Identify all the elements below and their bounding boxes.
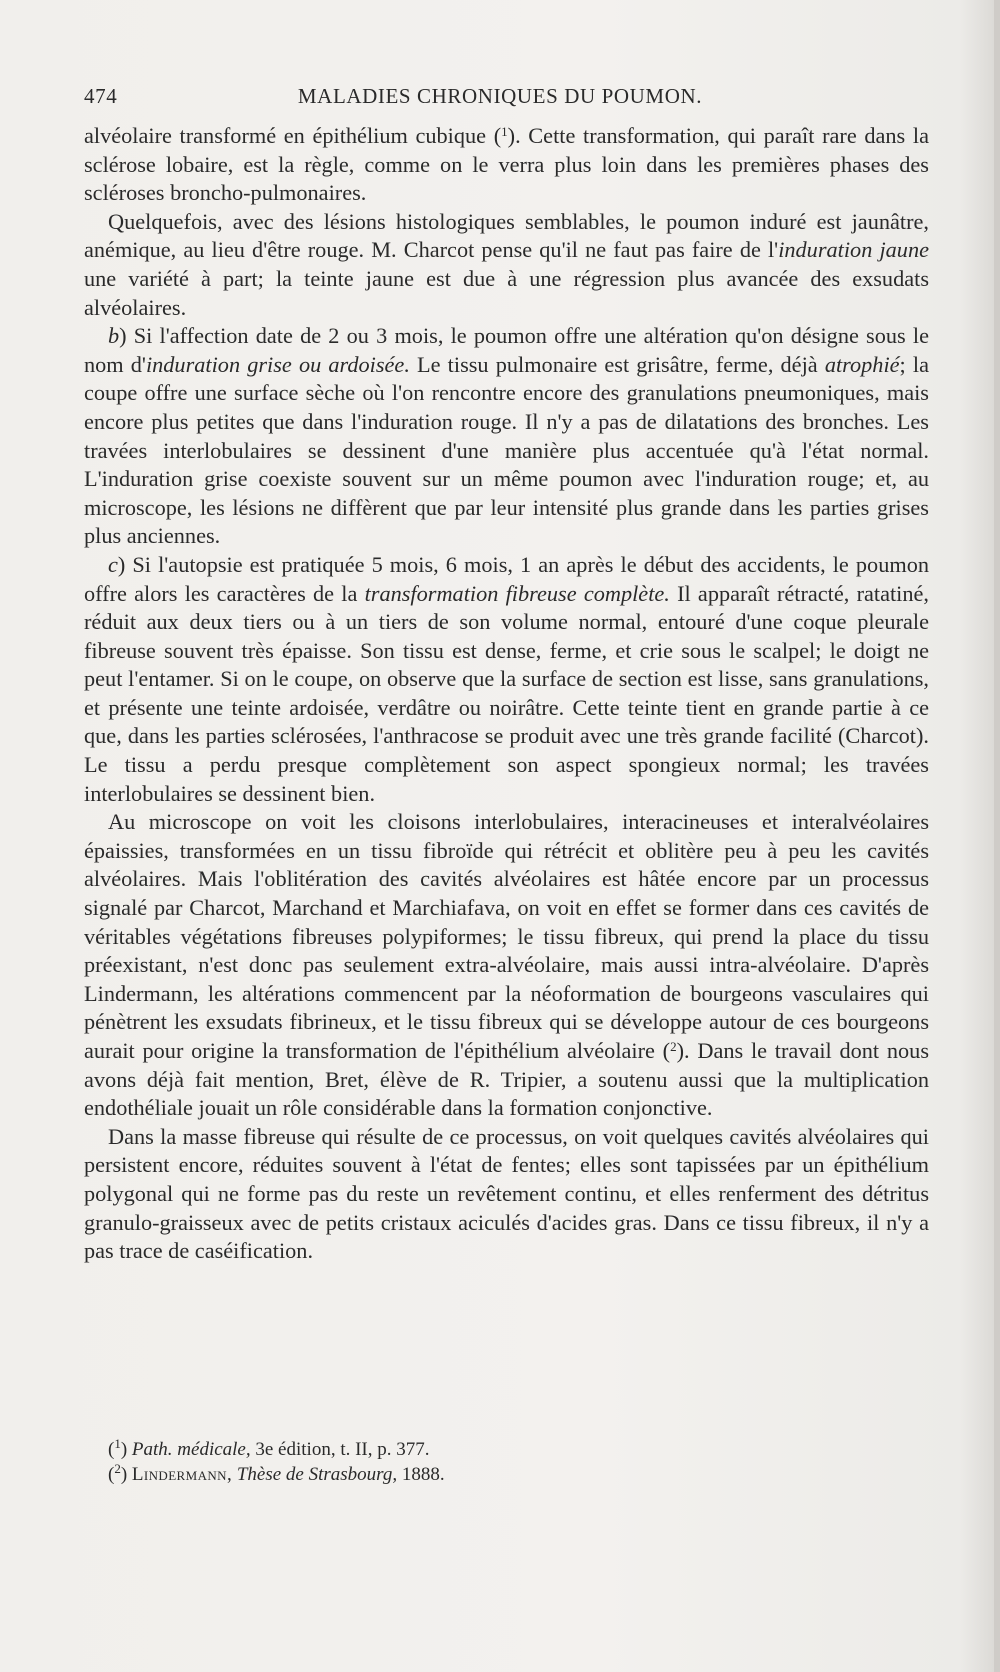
footnotes: [108, 1437, 928, 1487]
footnote-ref-2: 2: [670, 1039, 677, 1054]
paragraph-1: alvéolaire transformé en épithélium cubique ($^1$). Cette transformation, qui paraît rare dans la sclérose lobaire, est la règle, comme on le verra plus loin dans les premières phases des scléroses broncho-pulmonaires.: [84, 123, 929, 206]
footnote-2: ($^2$) Lindermann, Thèse de Strasbourg, 1888.: [108, 1461, 445, 1485]
page-number: 474: [84, 84, 118, 108]
list-marker-c: c: [108, 551, 118, 577]
paragraph-5: Au microscope on voit les cloisons interlobulaires, interacineuses et interalvéolaires épaissies, transformées en un tissu fibroïde qui rétrécit et oblitère peu à peu les cavités alvéolaires. Mais l'oblitération des cavités alvéolaires est hâtée encore par un processus signalé par Charcot, Marchand et Marchiafava, on voit en effet se former dans ces cavités de véritables végétations fibreuses polypiformes; le tissu fibreux, qui prend la place du tissu préexistant, n'est donc pas seulement extra-alvéolaire, mais aussi intra-alvéolaire. D'après Lindermann, les altérations commencent par la néoformation de bourgeons vasculaires qui pénètrent les exsudats fibrineux, et le tissu fibreux qui se développe autour de ces bourgeons aurait pour origine la transformation de l'épithélium alvéolaire ($^2$). Dans le travail dont nous avons déjà fait mention, Bret, élève de R. Tripier, a soutenu aussi que la multiplication endothéliale jouait un rôle considérable dans la formation conjonctive.: [84, 809, 930, 1121]
paragraph-2: Quelquefois, avec des lésions histologiques semblables, le poumon induré est jaunâtre, anémique, au lieu d'être rouge. M. Charcot pense qu'il ne faut pas faire de l'induration jaune une variété à part; la teinte jaune est due à une régression plus avancée des exsudats alvéolaires.: [84, 208, 929, 320]
paragraph-3: b) Si l'affection date de 2 ou 3 mois, le poumon offre une altération qu'on désigne sous le nom d'induration grise ou ardoisée. Le tissu pulmonaire est grisâtre, ferme, déjà atrophié; la coupe offre une surface sèche où l'on rencontre encore des granulations pneumoniques, mais encore plus petites que dans l'induration rouge. Il n'y a pas de dilatations des bronches. Les travées interlobulaires se dessinent d'une manière plus accentuée qu'à l'état normal. L'induration grise coexiste souvent sur un même poumon avec l'induration rouge; et, au microscope, les lésions ne diffèrent que par leur intensité plus grande dans les parties grises plus anciennes.: [84, 323, 929, 549]
running-title: MALADIES CHRONIQUES DU POUMON.: [297, 84, 703, 108]
body-text: [84, 122, 929, 1266]
footnote-1: ($^1$) Path. médicale, 3e édition, t. II, p. 377.: [108, 1436, 430, 1460]
page-header: [84, 84, 916, 114]
footnote-ref-1: 1: [501, 124, 508, 139]
paragraph-6: Dans la masse fibreuse qui résulte de ce processus, on voit quelques cavités alvéolaires qui persistent encore, réduites souvent à l'état de fentes; elles sont tapissées par un épithélium polygonal qui ne forme pas du reste un revêtement continu, et elles renferment des détritus granulo-graisseux avec de petits cristaux aciculés d'acides gras. Dans ce tissu fibreux, il n'y a pas trace de caséification.: [84, 1123, 929, 1264]
list-marker-b: b: [108, 323, 120, 349]
paragraph-4: c) Si l'autopsie est pratiquée 5 mois, 6 mois, 1 an après le début des accidents, le poumon offre alors les caractères de la transformation fibreuse complète. Il apparaît rétracté, ratatiné, réduit aux deux tiers ou à un tiers de son volume normal, entouré d'une coque pleurale fibreuse souvent très épaisse. Son tissu est dense, ferme, et crie sous le scalpel; le doigt ne peut l'entamer. Si on le coupe, on observe que la surface de section est lisse, sans granulations, et présente une teinte ardoisée, verdâtre ou noirâtre. Cette teinte tient en grande partie à ce que, dans les parties sclérosées, l'anthracose se produit avec une très grande facilité (Charcot). Le tissu a perdu presque complètement son aspect spongieux normal; les travées interlobulaires se dessinent bien.: [84, 551, 929, 806]
page-edge: [994, 0, 1000, 1672]
